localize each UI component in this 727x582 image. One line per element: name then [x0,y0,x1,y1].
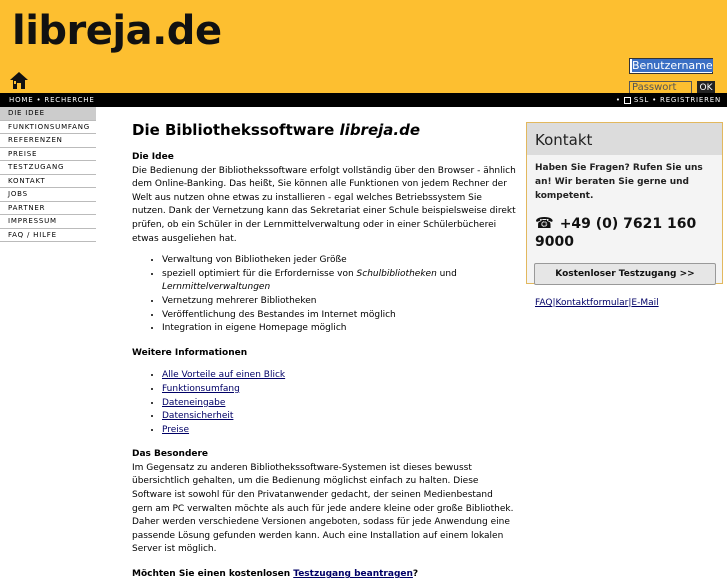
faq-link[interactable]: FAQ [535,298,553,308]
link-preise[interactable]: Preise [162,424,190,435]
password-input[interactable]: Passwort [629,81,692,95]
list-item [162,369,516,383]
contact-title: Kontakt [527,123,722,155]
sidebar-item-jobs[interactable]: JOBS [0,188,96,202]
sidebar-item-faq-hilfe[interactable]: FAQ / HILFE [0,229,96,243]
phone-icon: ☎ [535,214,554,232]
feature-list [132,254,516,336]
ssl-checkbox[interactable] [624,97,631,104]
sidebar-item-partner[interactable]: PARTNER [0,202,96,216]
login-ok-button[interactable]: OK [697,81,715,95]
sidebar-item-impressum[interactable]: IMPRESSUM [0,215,96,229]
list-item [162,397,516,411]
contact-form-link[interactable]: Kontaktformular [555,298,629,308]
info-link-list [132,369,516,437]
link-datensicherheit[interactable]: Datensicherheit [162,411,234,422]
besondere-paragraph: Im Gegensatz zu anderen Bibliothekssoftware-Systemen ist dieses bewusst übersichtlich gehalten, um die Bedienung möglichst einfach zu halten. Diese Software ist sowohl für den Privatanwender gedacht, der seinen Medienbestand gern am PC verwalten möchte als auch für jede andere kleine oder große Bibliothek. Daher werden verschiedene Versionen angeboten, sodass für jede Anwendung eine passende Lösung gefunden werden kann. Auch eine Installation auf einem lokalen Server ist möglich. [132,462,514,555]
link-vorteile[interactable]: Alle Vorteile auf einen Blick [162,370,286,381]
sidebar-item-kontakt[interactable]: KONTAKT [0,175,96,189]
more-info-heading: Weitere Informationen [132,347,248,358]
bullet-icon: • [615,96,621,104]
feature-text: speziell optimiert für die Erfordernisse von [162,268,354,279]
list-item: • Vernetzung mehrerer Bibliotheken [162,295,516,309]
sidebar-item-die-idee[interactable]: DIE IDEE [0,107,96,121]
list-item: • Integration in eigene Homepage möglich [162,322,516,336]
email-link[interactable]: E-Mail [631,298,659,308]
home-icon[interactable] [8,69,30,91]
link-separator: | [552,298,556,308]
testzugang-link[interactable]: Testzugang beantragen [293,569,413,580]
contact-text: Haben Sie Fragen? Rufen Sie uns an! Wir beraten Sie gerne und kompetent. [535,163,703,201]
list-item: • Verwaltung von Bibliotheken jeder Größe [162,254,516,268]
sidebar-item-testzugang[interactable]: TESTZUGANG [0,161,96,175]
contact-box [526,122,723,308]
top-right-links [616,96,721,104]
contact-links [535,297,722,309]
bullet-icon: • [652,96,657,104]
page-title-text: Die Bibliothekssoftware [132,121,335,139]
feature-em: Schulbibliotheken [356,268,437,279]
idee-paragraph: Die Bedienung der Bibliothekssoftware erfolgt vollständig über den Browser - ähnlich dem Online-Banking. Das heißt, Sie können alle Funktionen von jedem Rechner der Welt aus nutzen ohne etwas zu installieren - egal welches Betriebssystem Sie nutzen. Dank der Vernetzung kann das Sekretariat einer Schule beispielsweise direkt prüfen, ob ein Schüler in der Lernmittelverwaltung oder in einer Schülerbücherei etwas ausgeliehen hat. [132,165,516,244]
link-funktionsumfang[interactable]: Funktionsumfang [162,383,240,394]
list-item [162,268,516,295]
username-input[interactable] [629,58,713,74]
sidebar-item-referenzen[interactable]: REFERENZEN [0,134,96,148]
sidebar-item-funktionsumfang[interactable]: FUNKTIONSUMFANG [0,121,96,135]
site-logo[interactable]: libreja.de [12,8,222,54]
breadcrumb[interactable]: HOME • RECHERCHE [9,96,95,104]
ssl-label: SSL [633,96,650,104]
top-nav-bar [0,93,727,107]
feature-em: Lernmittelverwaltungen [162,282,271,293]
page-title [132,121,516,139]
cta-punct: ? [412,569,419,580]
cta-text: Möchten Sie einen kostenlosen [132,569,291,580]
page-title-brand: libreja.de [339,121,420,139]
register-link[interactable]: REGISTRIEREN [660,96,721,104]
username-placeholder: Benutzername [632,59,713,72]
cta-line [132,568,516,582]
list-item [162,424,516,438]
main-content [132,121,516,582]
phone-number: +49 (0) 7621 160 9000 [535,216,697,250]
feature-text: und [439,268,457,279]
idee-heading: Die Idee [132,152,174,162]
list-item [162,410,516,424]
list-item [162,383,516,397]
link-dateneingabe[interactable]: Dateneingabe [162,397,226,408]
besondere-heading: Das Besondere [132,449,209,460]
list-item: • Veröffentlichung des Bestandes im Internet möglich [162,309,516,323]
header [0,0,727,93]
sidebar-item-preise[interactable]: PREISE [0,148,96,162]
contact-phone [535,214,722,251]
link-separator: | [628,298,632,308]
free-trial-button[interactable]: Kostenloser Testzugang >> [534,263,716,285]
sidebar-nav [0,107,96,242]
